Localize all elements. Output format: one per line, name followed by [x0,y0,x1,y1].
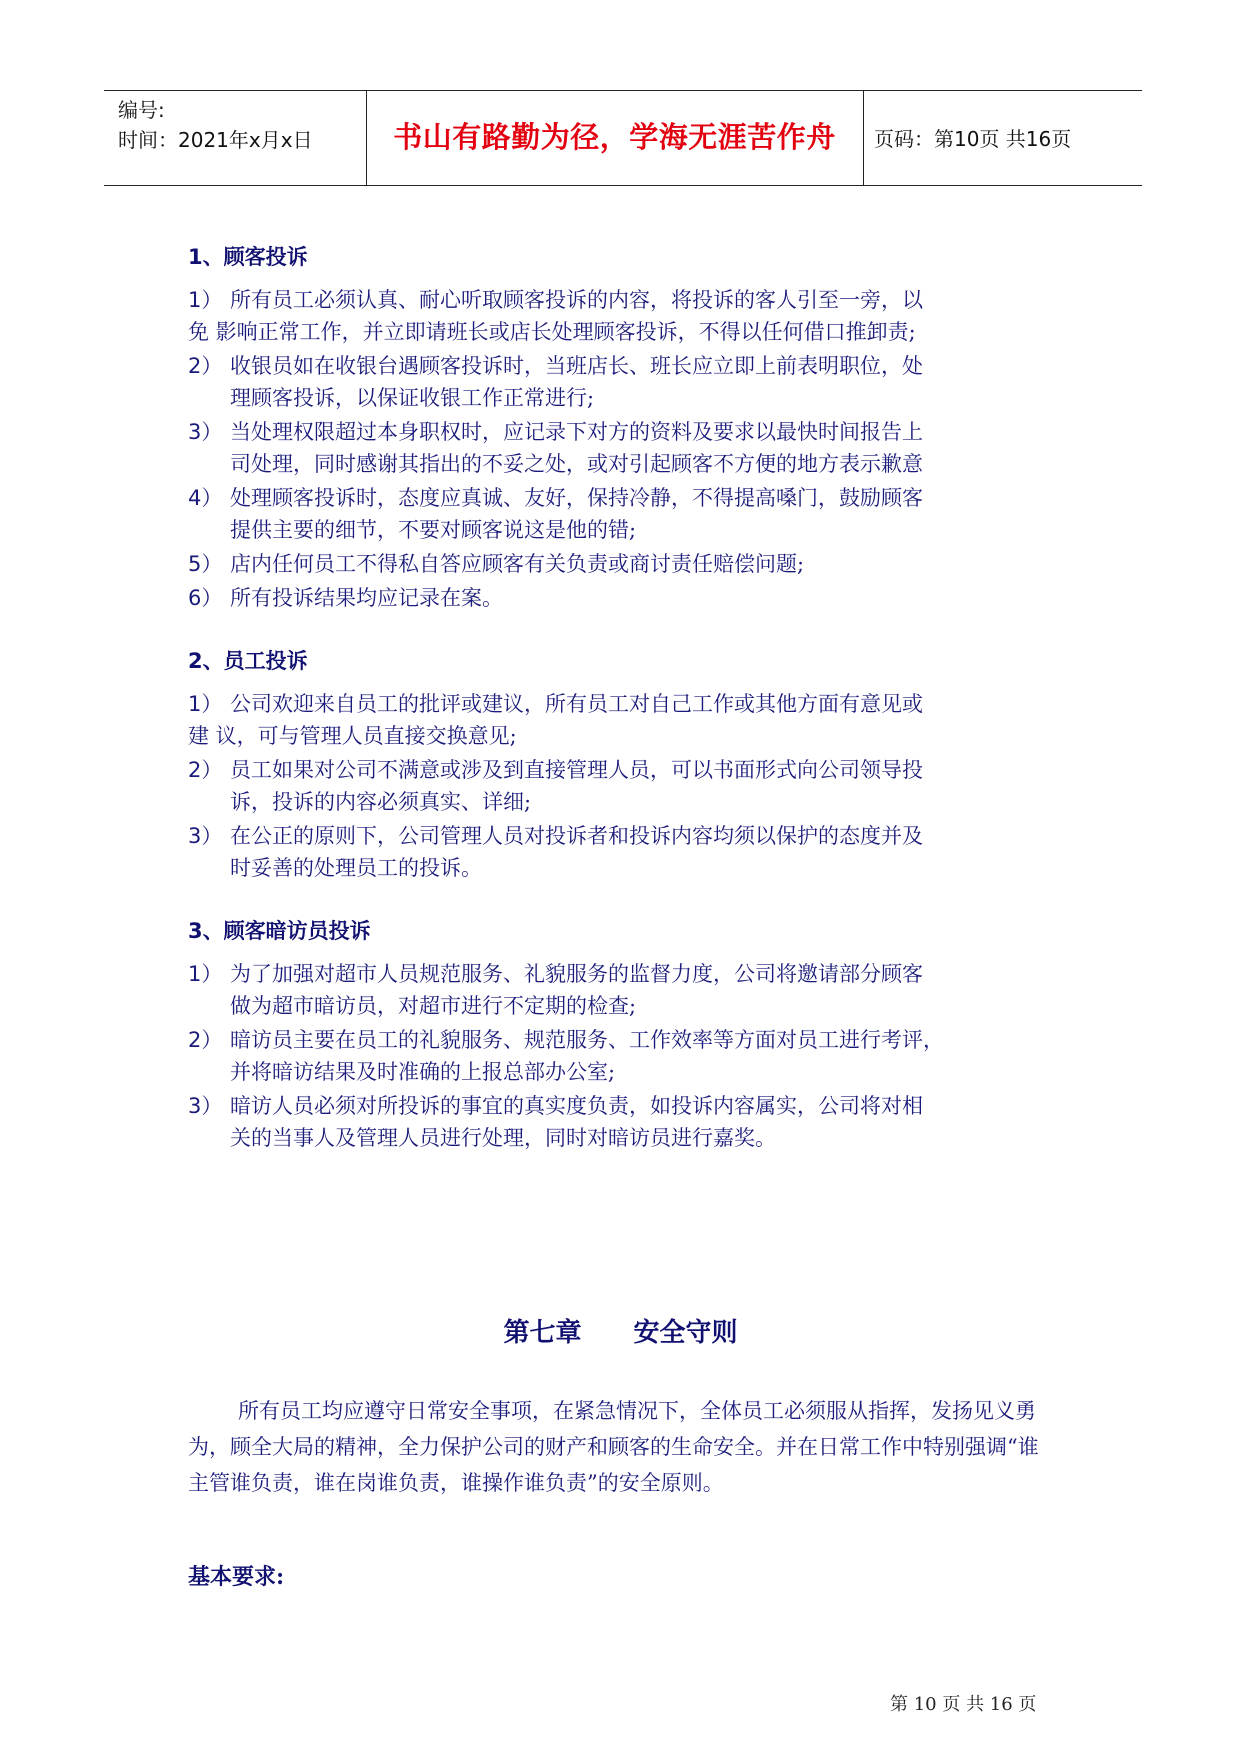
main-content [188,240,1058,1156]
page-footer: 第 10 页 共 16 页 [890,1694,1037,1715]
header-left-cell [118,95,313,155]
time-label: 时间：2021年x月x日 [118,128,313,152]
list-item [188,582,1058,614]
section-title: 3、顾客暗访员投诉 [188,919,371,943]
list-item-text: 公司欢迎来自员工的批评或建议，所有员工对自己工作或其他方面有意见或 [230,692,923,716]
list-item-text: 为了加强对超市人员规范服务、礼貌服务的监督力度，公司将邀请部分顾客 [230,962,923,986]
list-item-text: 员工如果对公司不满意或涉及到直接管理人员，可以书面形式向公司领导投 [230,758,923,782]
list-item-continuation: 提供主要的细节，不要对顾客说这是他的错; [230,518,637,542]
list-item-text: 当处理权限超过本身职权时，应记录下对方的资料及要求以最快时间报告上 [230,420,923,444]
header-divider [863,91,864,185]
list-item [188,688,1058,752]
list-item [188,820,1058,884]
page-label: 页码：第10页 共16页 [874,127,1072,151]
number-label: 编号: [118,98,165,122]
document-header [104,90,1142,186]
list-item-text: 暗访员主要在员工的礼貌服务、规范服务、工作效率等方面对员工进行考评， [230,1028,944,1052]
list-item-text: 处理顾客投诉时，态度应真诚、友好，保持冷静，不得提高嗓门，鼓励顾客 [230,486,923,510]
list-item-number: 4） [188,486,223,510]
list-item-text: 店内任何员工不得私自答应顾客有关负责或商讨责任赔偿问题; [230,552,805,576]
list-item-text: 所有投诉结果均应记录在案。 [230,586,503,610]
list-item [188,284,1058,348]
chapter-title: 第七章 安全守则 [503,1318,738,1348]
list-item-number: 2） [188,1028,223,1052]
list-item-text: 收银员如在收银台遇顾客投诉时，当班店长、班长应立即上前表明职位，处 [230,354,923,378]
list-item [188,1024,1058,1088]
list-item [188,1090,1058,1154]
list-item-continuation: 时妥善的处理员工的投诉。 [230,856,482,880]
list-item-continuation: 免 影响正常工作，并立即请班长或店长处理顾客投诉，不得以任何借口推卸责; [188,320,916,344]
basic-requirements-heading: 基本要求: [188,1564,285,1590]
section-gap [188,886,1058,914]
list-item-text: 暗访人员必须对所投诉的事宜的真实度负责，如投诉内容属实，公司将对相 [230,1094,923,1118]
list-item-continuation: 理顾客投诉，以保证收银工作正常进行; [230,386,595,410]
list-item-continuation: 司处理，同时感谢其指出的不妥之处，或对引起顾客不方便的地方表示歉意 [230,452,923,476]
list-item [188,482,1058,546]
header-motto: 书山有路勤为径，学海无涯苦作舟 [393,120,836,154]
list-item-number: 2） [188,354,223,378]
list-item-continuation: 并将暗访结果及时准确的上报总部办公室; [230,1060,616,1084]
list-item-text: 在公正的原则下，公司管理人员对投诉者和投诉内容均须以保护的态度并及 [230,824,923,848]
list-item-text: 所有员工必须认真、耐心听取顾客投诉的内容，将投诉的客人引至一旁，以 [230,288,923,312]
list-item-continuation: 关的当事人及管理人员进行处理，同时对暗访员进行嘉奖。 [230,1126,776,1150]
section-title: 2、员工投诉 [188,649,308,673]
header-divider [366,91,367,185]
list-item-continuation: 诉，投诉的内容必须真实、详细; [230,790,532,814]
list-item [188,350,1058,414]
list-item-number: 3） [188,1094,223,1118]
list-item-number: 1） [188,962,223,986]
list-item-number: 5） [188,552,223,576]
list-item-number: 2） [188,758,223,782]
list-item-number: 6） [188,586,223,610]
intro-paragraph: 所有员工均应遵守日常安全事项，在紧急情况下，全体员工必须服从指挥，发扬见义勇为，顾全大局的精神，全力保护公司的财产和顾客的生命安全。并在日常工作中特别强调“谁主管谁负责，谁在岗谁负责，谁操作谁负责”的安全原则。 [188,1399,1039,1495]
list-item-number: 1） [188,692,223,716]
list-item-number: 3） [188,824,223,848]
list-item [188,754,1058,818]
list-item-number: 3） [188,420,223,444]
list-item [188,548,1058,580]
list-item [188,958,1058,1022]
section-gap [188,616,1058,644]
list-item-number: 1） [188,288,223,312]
section-title: 1、顾客投诉 [188,245,308,269]
list-item [188,416,1058,480]
list-item-continuation: 做为超市暗访员，对超市进行不定期的检查; [230,994,637,1018]
list-item-continuation: 建 议，可与管理人员直接交换意见; [188,724,517,748]
